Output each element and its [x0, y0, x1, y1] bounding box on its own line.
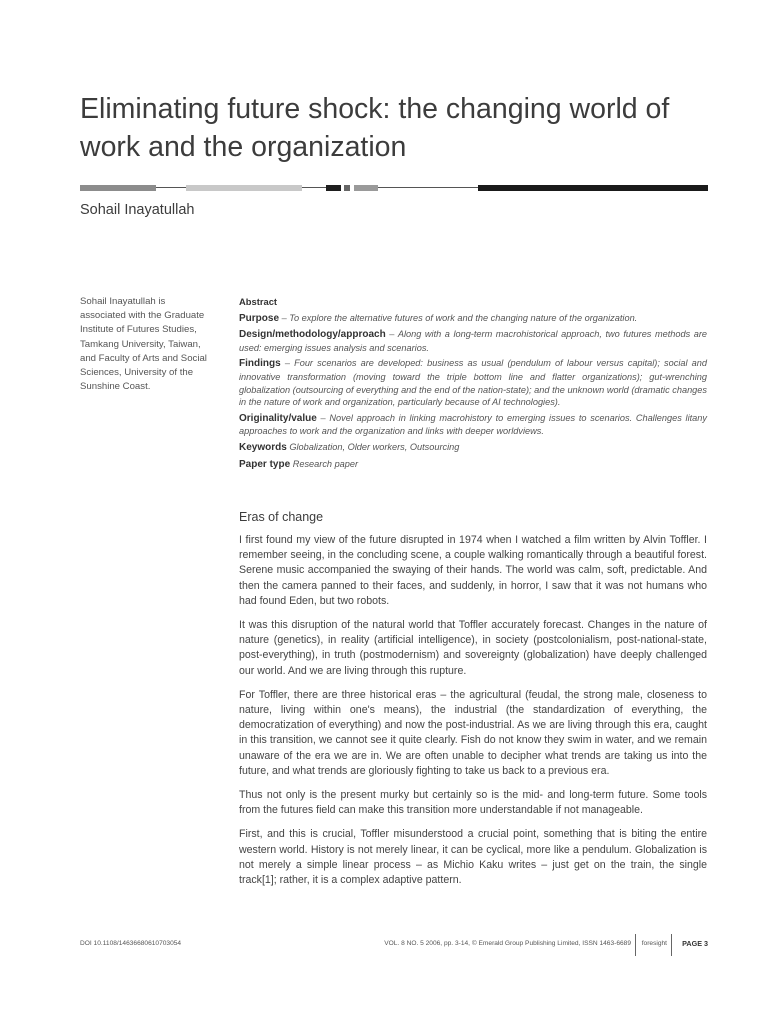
footer-divider: [671, 934, 672, 956]
keywords-label: Keywords: [239, 441, 287, 453]
design-text: Along with a long-term macrohistorical approach, two futures methods are used: emerging issues analysis and scenarios.: [239, 329, 707, 353]
page-footer: [80, 934, 708, 958]
purpose-label: Purpose: [239, 312, 280, 324]
author-name: Sohail Inayatullah: [80, 202, 195, 218]
article-title: Eliminating future shock: the changing world of work and the organization: [80, 93, 670, 163]
body-paragraph: Thus not only is the present murky but certainly so is the mid- and long-term future. Some tools from the futures field can make this transition more understandable if not manageable.: [239, 789, 707, 817]
findings-text: Four scenarios are developed: business as usual (pendulum of labour versus capital); social and innovative transformation (moving toward the triple bottom line and flatter organizations); gut-wrenching globalization (outsourcing of everything and the end of the nation-state); and the unknown world (dramatic changes in the nature of work and organization, particularly because of AI technologies).: [239, 358, 708, 408]
abstract-heading: Abstract: [239, 296, 278, 307]
abstract-paper-type: [239, 458, 707, 472]
body-paragraph: It was this disruption of the natural world that Toffler accurately forecast. Changes in the nature of nature (genetics), in reality (artificial intelligence), in society (postcolonialism, post-national-state, post-everything), in truth (postmodernism) and sovereignty (globalization) have deeply challenged our world. And we are living through this rupture.: [239, 619, 707, 677]
abstract-keywords: [239, 441, 707, 455]
findings-label: Findings: [239, 358, 281, 370]
body-paragraph: First, and this is crucial, Toffler misunderstood a crucial point, something that is biting the entire western world. History is not merely linear, it can be cyclical, more like a pendulum. Globalization is not merely a simple linear process – as Michio Kaku writes – just get on the train, the single track[1]; rather, it is a complex adaptive pattern.: [239, 828, 707, 887]
journal-name: foresight: [641, 940, 667, 947]
citation-info: VOL. 8 NO. 5 2006, pp. 3-14, © Emerald Group Publishing Limited, ISSN 1463-6689: [384, 940, 631, 947]
doi: DOI 10.1108/14636680610703054: [80, 940, 182, 947]
page-number: PAGE 3: [682, 939, 708, 948]
section-heading: Eras of change: [239, 510, 324, 524]
article-body: [239, 510, 707, 897]
author-affiliation-note: Sohail Inayatullah is associated with the Graduate Institute of Futures Studies, Tamkang University, Taiwan, and Faculty of Arts and Social Sciences, University of the Sunshine Coast.: [80, 296, 207, 393]
body-paragraph: For Toffler, there are three historical eras – the agricultural (feudal, the strong male, closeness to nature, living within one's means), the industrial (the standardization of everything, the democratization of everything) and now the post-industrial. As we are living through this era, caught in this transition, we cannot see it quite clearly. Fish do not know they swim in water, and we remain unaware of the era we are in. We are often unable to decipher what trends are taking us into the future, and what trends are gloriously fighting to take us back to a previous era.: [239, 688, 707, 777]
abstract-originality: Originality/value – Novel approach in linking macrohistory to emerging issues to scenarios. Challenges litany approaches to work and the organization and links with deeper worldviews.: [239, 412, 707, 437]
originality-text: Novel approach in linking macrohistory to emerging issues to scenarios. Challenges litany approaches to work and the organization and links with deeper worldviews.: [239, 412, 707, 437]
abstract-block: [239, 296, 707, 474]
keywords-text: Globalization, Older workers, Outsourcing: [289, 441, 460, 452]
paper-type-label: Paper type: [239, 458, 291, 470]
abstract-purpose: Purpose – To explore the alternative futures of work and the changing nature of the organization.: [239, 312, 638, 324]
footer-divider: [635, 934, 636, 956]
originality-label: Originality/value: [239, 412, 317, 424]
paper-type-text: Research paper: [292, 458, 359, 469]
purpose-text: To explore the alternative futures of work and the changing nature of the organization.: [289, 312, 638, 323]
abstract-design: Design/methodology/approach – Along with a long-term macrohistorical approach, two futures methods are used: emerging issues analysis and scenarios.: [239, 329, 707, 353]
body-paragraph: I first found my view of the future disrupted in 1974 when I watched a film written by Alvin Toffler. I remember seeing, in the concluding scene, a couple walking romantically through a beautiful forest. Serene music accompanied the swaying of their hands. The world was calm, soft, predictable. And then the camera panned to their faces, and suddenly, in horror, I saw that it was not humans who had found Eden, but two robots.: [239, 534, 707, 607]
design-label: Design/methodology/approach: [239, 329, 386, 341]
abstract-findings: Findings – Four scenarios are developed: business as usual (pendulum of labour versus capital); social and innovative transformation (moving toward the triple bottom line and flatter organizations); gut-wrenching globalization (outsourcing of everything and the end of the nation-state); and the unknown world (dramatic changes in the nature of work and organization, particularly because of AI technologies).: [239, 358, 708, 408]
decorative-rule: [80, 185, 708, 191]
